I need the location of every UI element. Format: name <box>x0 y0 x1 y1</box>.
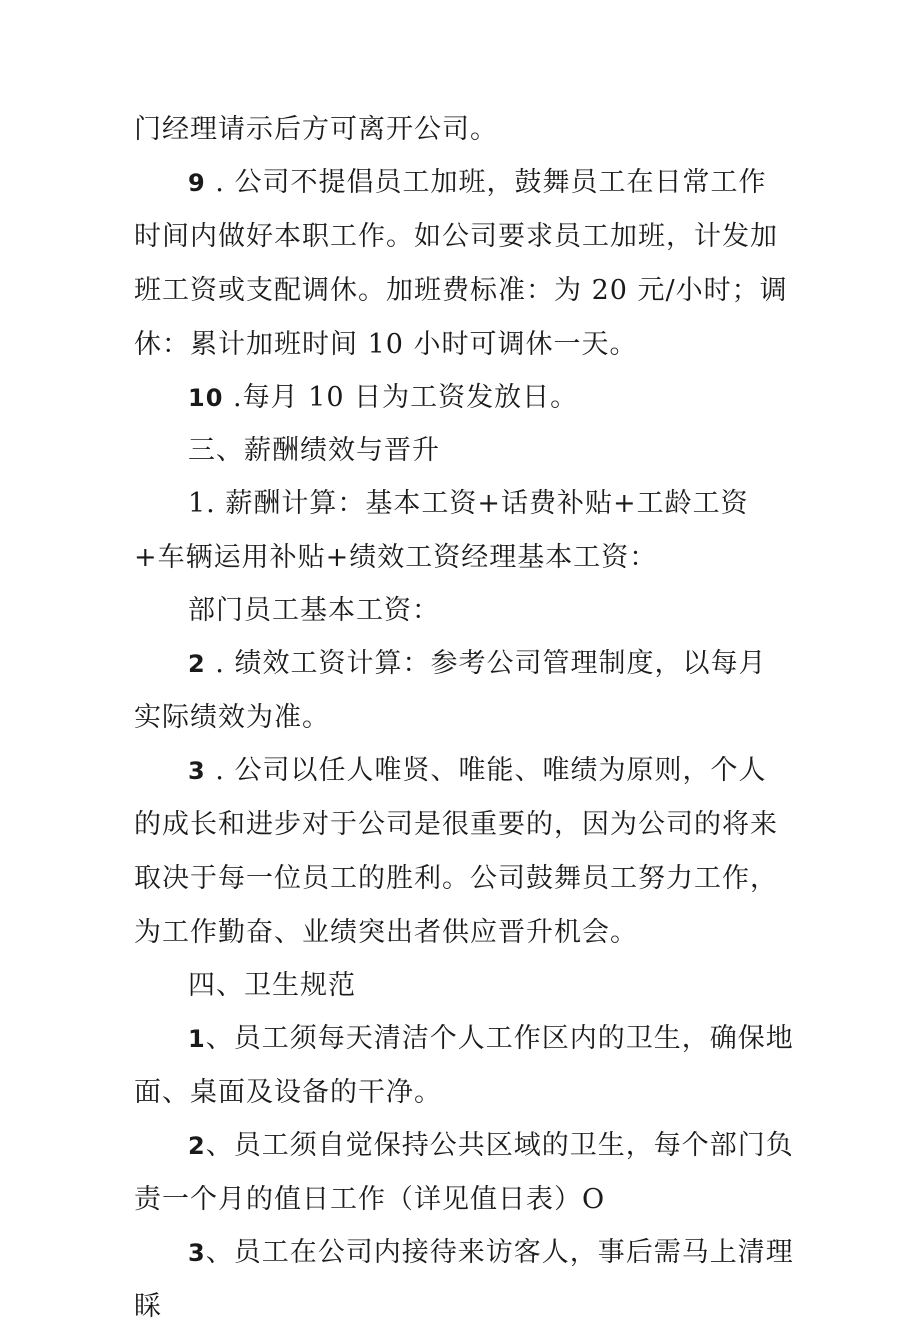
paragraph <box>134 477 794 585</box>
paragraph-text: 部门员工基本工资： <box>188 595 440 626</box>
paragraph-text: . 绩效工资计算：参考公司管理制度，以每月实际绩效为准。 <box>134 648 767 733</box>
paragraph-text: 门经理请示后方可离开公司。 <box>134 114 498 145</box>
paragraph-number: 1 <box>188 1025 206 1053</box>
paragraph-number: 10 <box>188 384 224 412</box>
paragraph-number: 2 <box>188 1132 206 1160</box>
paragraph <box>134 744 794 960</box>
paragraph <box>134 1119 794 1227</box>
paragraph <box>134 103 794 157</box>
paragraph <box>134 371 794 425</box>
paragraph-number: 3 <box>188 1239 206 1267</box>
paragraph <box>134 959 794 1013</box>
paragraph-text: . 公司以任人唯贤、唯能、唯绩为原则，个人的成长和进步对于公司是很重要的，因为公司的将来取决于每一位员工的胜利。公司鼓舞员工努力工作，为工作勤奋、业绩突出者供应晋升机会。 <box>134 755 778 948</box>
paragraph <box>134 424 794 478</box>
paragraph-text: .每月 10 日为工资发放日。 <box>223 382 579 413</box>
paragraph <box>134 156 794 372</box>
document-body <box>134 103 794 1333</box>
paragraph <box>134 637 794 745</box>
paragraph <box>134 1226 794 1334</box>
paragraph <box>134 584 794 638</box>
paragraph-text: 、员工在公司内接待来访客人，事后需马上清理睬 <box>134 1237 794 1322</box>
paragraph-text: 四、卫生规范 <box>188 970 356 1001</box>
paragraph <box>134 1012 794 1120</box>
paragraph-number: 2 <box>188 650 206 678</box>
paragraph-number: 3 <box>188 757 206 785</box>
paragraph-number: 9 <box>188 169 206 197</box>
paragraph-text: 、员工须每天清洁个人工作区内的卫生，确保地面、桌面及设备的干净。 <box>134 1023 794 1108</box>
paragraph-text: 、员工须自觉保持公共区域的卫生，每个部门负责一个月的值日工作（详见值日表）O <box>134 1130 794 1215</box>
paragraph-text: 1. 薪酬计算：基本工资+话费补贴+工龄工资+车辆运用补贴+绩效工资经理基本工资： <box>134 488 749 573</box>
paragraph-text: . 公司不提倡员工加班，鼓舞员工在日常工作时间内做好本职工作。如公司要求员工加班，计发加班工资或支配调休。加班费标准：为 20 元/小时；调休：累计加班时间 10 小时可调休一天。 <box>134 167 788 360</box>
paragraph-text: 三、薪酬绩效与晋升 <box>188 435 440 466</box>
